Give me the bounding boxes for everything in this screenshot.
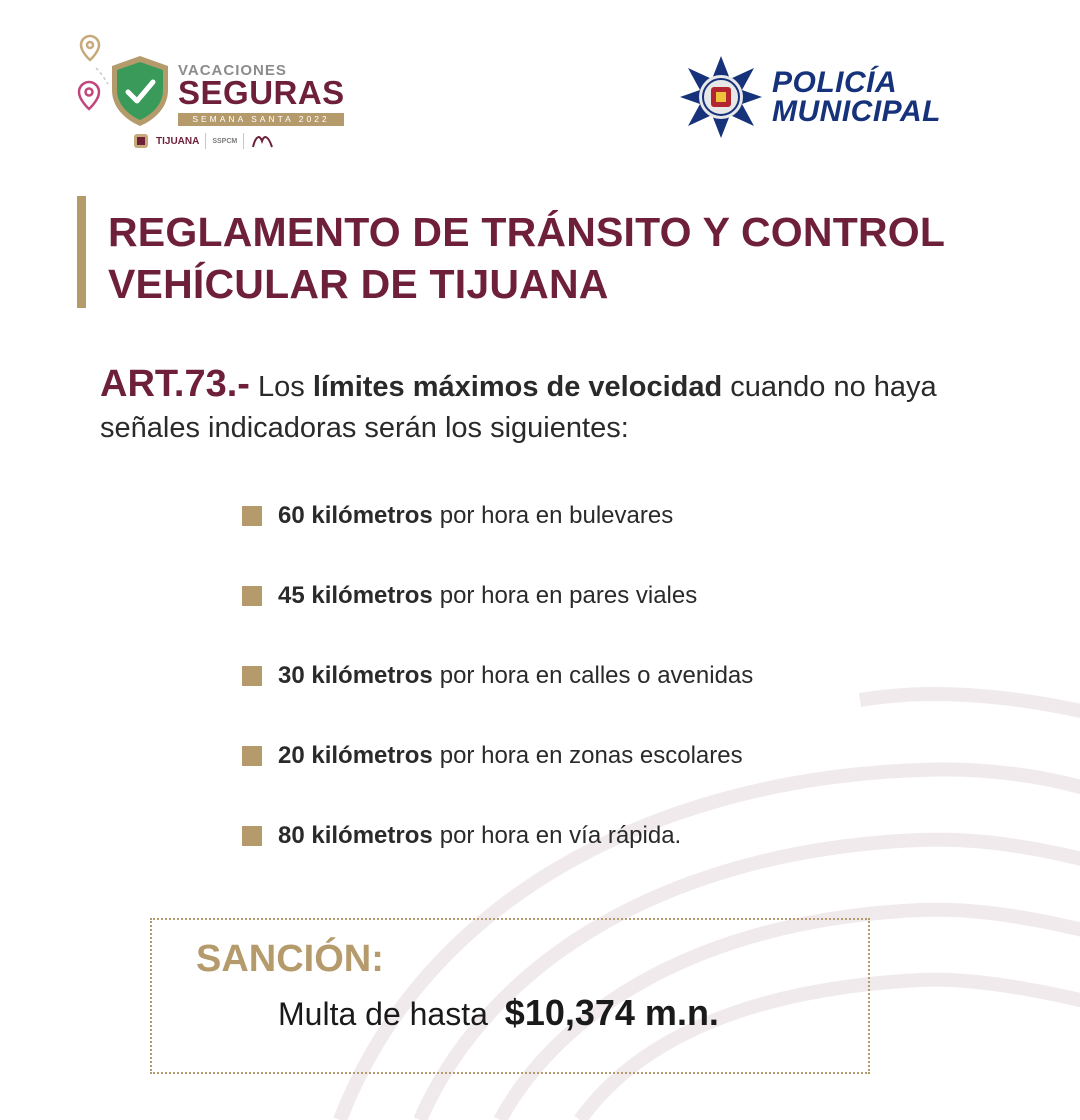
square-bullet-icon [242,506,262,526]
square-bullet-icon [242,826,262,846]
fine-amount: $10,374 m.n. [504,992,719,1033]
speed-value: 45 kilómetros [278,582,433,609]
sanction-title: SANCIÓN: [196,938,384,980]
speed-description: por hora en zonas escolares [439,742,743,769]
partner-emblem-icon [250,133,276,149]
tijuana-crest-icon [132,132,150,150]
sanction-box [150,918,870,1074]
speed-value: 30 kilómetros [278,662,433,689]
speed-value: 80 kilómetros [278,822,433,849]
speed-description: por hora en calles o avenidas [439,662,754,689]
speed-limit-list [242,496,753,896]
article-paragraph [100,364,1000,449]
speed-limit-item [242,496,753,536]
campaign-band: SEMANA SANTA 2022 [178,113,344,126]
speed-description: por hora en vía rápida. [439,822,682,849]
square-bullet-icon [242,586,262,606]
police-logo-line2: MUNICIPAL [772,95,941,128]
campaign-title: SEGURAS [178,74,345,111]
divider [243,133,244,149]
police-badge-icon [678,54,764,140]
speed-value: 60 kilómetros [278,502,433,529]
speed-limit-item [242,736,753,776]
article-text-before: Los [257,371,305,403]
speed-value: 20 kilómetros [278,742,433,769]
vacaciones-seguras-logo [74,34,364,164]
fine-label: Multa de hasta [278,996,488,1032]
article-label: ART.73.- [100,363,250,405]
police-logo-line1: POLICÍA [772,66,898,99]
campaign-subtitle: VACACIONES [178,62,287,79]
fine-text [278,992,719,1034]
shield-check-icon [108,54,172,128]
square-bullet-icon [242,746,262,766]
city-name: TIJUANA [156,135,200,147]
agency-name: SSPCM [212,137,238,145]
article-text-after: cuando no haya señales indicadoras serán los siguientes: [100,371,937,444]
police-logo-text [772,68,941,126]
speed-limit-item [242,576,753,616]
article-text-bold: límites máximos de velocidad [312,371,723,403]
speed-limit-item [242,816,753,856]
speed-limit-item [242,656,753,696]
speed-description: por hora en bulevares [439,502,674,529]
title-accent-bar [77,196,86,308]
divider [205,133,206,149]
page-title: REGLAMENTO DE TRÁNSITO Y CONTROL VEHÍCULAR DE TIJUANA [108,209,945,307]
speed-description: por hora en pares viales [439,582,698,609]
square-bullet-icon [242,666,262,686]
policia-municipal-logo [678,54,988,144]
partner-logos [132,132,276,150]
